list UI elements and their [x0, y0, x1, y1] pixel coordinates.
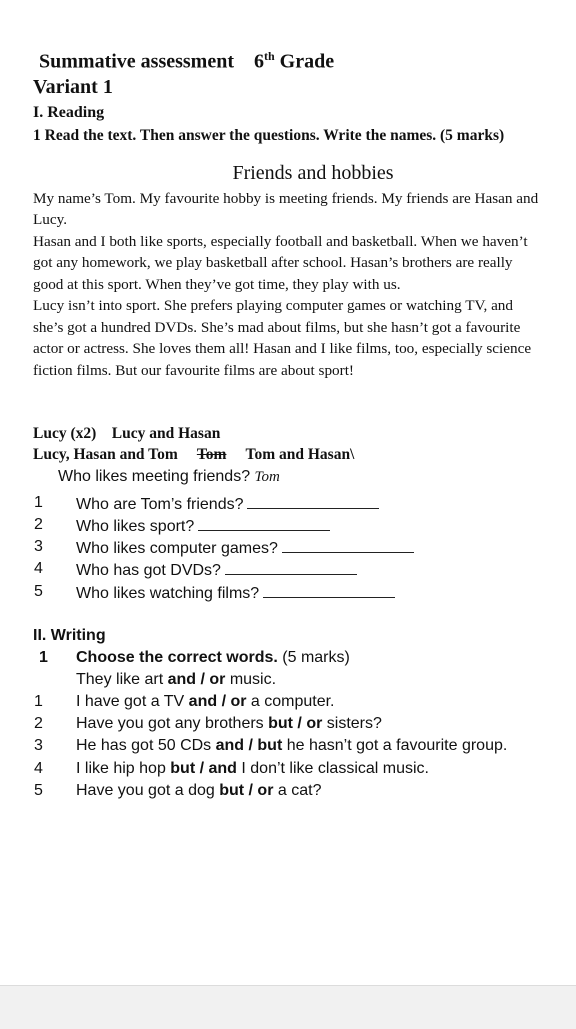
writing-task-header: [0, 649, 576, 669]
sentence-part: he hasn’t got a favourite group.: [282, 737, 508, 754]
sentence-part: I like hip hop: [76, 760, 171, 777]
question-text: Who likes computer games?: [76, 540, 278, 557]
sentence-part: They like art: [76, 671, 168, 688]
word-choice[interactable]: but / or: [268, 715, 323, 732]
answer-blank[interactable]: [282, 538, 414, 553]
sentence-part: I don’t like classical music.: [236, 760, 429, 777]
sentence-part: music.: [225, 671, 277, 688]
question-row: [0, 494, 576, 514]
question-row: [0, 516, 576, 536]
name-option: Tom and Hasan\: [245, 446, 355, 463]
sentence-part: sisters?: [322, 715, 382, 732]
bottom-bar: [0, 985, 576, 1029]
answer-blank[interactable]: [198, 516, 330, 531]
story-title: Friends and hobbies: [232, 162, 394, 184]
reading-section-heading: I. Reading: [33, 104, 105, 121]
question-text: Who has got DVDs?: [76, 562, 221, 579]
story-line: fiction films. But our favourite films are about sport!: [33, 362, 354, 379]
writing-item: [0, 760, 576, 780]
answer-blank[interactable]: [225, 560, 357, 575]
sentence-part: He has got 50 CDs: [76, 737, 216, 754]
question-row: [0, 560, 576, 580]
task-marks: (5 marks): [282, 649, 350, 666]
question-number: 3: [34, 538, 43, 555]
example-answer: Tom: [254, 469, 280, 485]
grade-number: 6: [254, 50, 264, 73]
writing-item: [0, 693, 576, 713]
story-line: got any homework, we play basketball after school. Hasan’s brothers are really: [33, 254, 513, 271]
task-number: 1: [39, 649, 48, 666]
grade-word: Grade: [279, 50, 335, 73]
question-row: [0, 583, 576, 603]
item-number: 2: [34, 715, 43, 732]
item-number: 5: [34, 782, 43, 799]
story-line: My name’s Tom. My favourite hobby is meeting friends. My friends are Hasan and: [33, 190, 539, 207]
name-options-row-1: [33, 425, 220, 443]
title-main: Summative assessment: [39, 50, 234, 73]
writing-item: [0, 737, 576, 757]
story-line: Lucy isn’t into sport. She prefers playing computer games or watching TV, and: [33, 297, 513, 314]
name-option: Lucy and Hasan: [111, 425, 221, 442]
item-number: 1: [34, 693, 43, 710]
answer-blank[interactable]: [263, 583, 395, 598]
writing-section-heading: II. Writing: [33, 627, 106, 644]
crossed-out-name: Tom: [196, 446, 227, 463]
word-choice[interactable]: but / and: [170, 760, 237, 777]
question-text: Who likes watching films?: [76, 585, 260, 602]
name-option: Lucy, Hasan and Tom: [33, 446, 178, 463]
name-options-row-2: [33, 446, 354, 464]
reading-instruction: 1 Read the text. Then answer the questions. Write the names. (5 marks): [33, 127, 505, 144]
word-choice[interactable]: and / but: [215, 737, 283, 754]
sentence-part: Have you got a dog: [76, 782, 220, 799]
story-line: actor or actress. She loves them all! Hasan and I like films, too, especially science: [33, 340, 532, 357]
example-question-text: Who likes meeting friends?: [58, 468, 251, 485]
grade-sup: th: [264, 49, 275, 63]
question-row: [0, 538, 576, 558]
sentence-part: a cat?: [273, 782, 322, 799]
question-number: 2: [34, 516, 43, 533]
item-number: 4: [34, 760, 43, 777]
sentence-part: Have you got any brothers: [76, 715, 269, 732]
writing-item: [0, 782, 576, 802]
story-line: good at this sport. When they’ve got time, they play with us.: [33, 276, 401, 293]
question-text: Who are Tom’s friends?: [76, 496, 244, 513]
question-number: 5: [34, 583, 43, 600]
writing-item: [0, 715, 576, 735]
question-text: Who likes sport?: [76, 518, 195, 535]
sentence-part: a computer.: [246, 693, 335, 710]
sentence-part: I have got a TV: [76, 693, 189, 710]
word-choice[interactable]: but / or: [219, 782, 274, 799]
story-line: she’s got a hundred DVDs. She’s mad about films, but she hasn’t got a favourite: [33, 319, 521, 336]
variant-heading: Variant 1: [33, 76, 113, 98]
name-option: Lucy (x2): [33, 425, 97, 442]
word-choice[interactable]: and / or: [188, 693, 247, 710]
question-number: 1: [34, 494, 43, 511]
example-question: [58, 468, 280, 486]
task-label: Choose the correct words.: [76, 649, 278, 666]
story-line: Lucy.: [33, 211, 68, 228]
question-number: 4: [34, 560, 43, 577]
item-number: 3: [34, 737, 43, 754]
writing-example: [76, 671, 276, 689]
story-line: Hasan and I both like sports, especially football and basketball. When we haven’t: [33, 233, 528, 250]
answer-blank[interactable]: [247, 494, 379, 509]
page-title: [39, 49, 334, 74]
word-choice[interactable]: and / or: [167, 671, 226, 688]
